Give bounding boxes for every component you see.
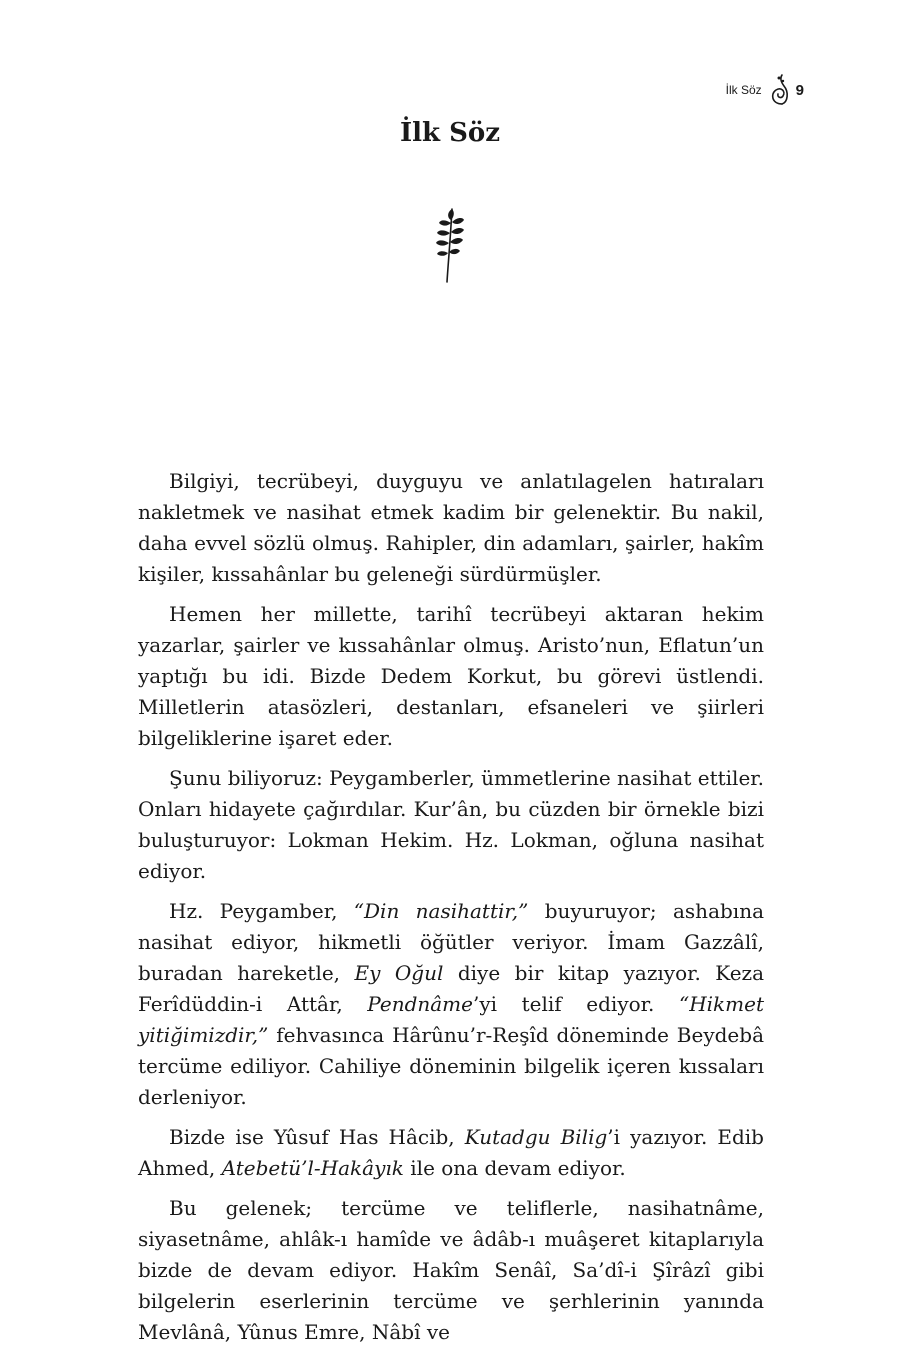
swirl-ornament-icon	[768, 72, 790, 108]
italic-text: Atebetü’l-Hakâyık	[221, 1156, 404, 1180]
text-segment: fehvasınca Hârûnu’r-Reşîd döneminde Beydebâ tercüme ediliyor. Cahiliye döneminin bilgelik içeren kıssaları derleniyor.	[138, 1023, 764, 1109]
running-title: İlk Söz	[725, 83, 762, 97]
text-segment: Bizde ise Yûsuf Has Hâcib,	[169, 1125, 465, 1149]
leaf-sprig-icon	[428, 205, 472, 287]
text-segment: Şunu biliyoruz: Peygamberler, ümmetlerine nasihat ettiler. Onları hidayete çağırdılar. Kur’ân, bu cüzden bir örnekle bizi buluşturuyor: Lokman Hekim. Hz. Lokman, oğluna nasihat ediyor.	[138, 766, 764, 883]
text-segment: diye bir kitap yazıyor. Keza Ferîdüddin-i Attâr,	[138, 961, 765, 1016]
text-segment: Bilgiyi, tecrübeyi, duyguyu ve anlatılagelen hatıraları nakletmek ve nasihat etmek kadim bir gelenektir. Bu nakil, daha evvel sözlü olmuş. Rahipler, din adamları, şairler, hakîm kişiler, kıssahânlar bu geleneği sürdürmüşler.	[138, 469, 764, 586]
italic-text: Pendnâme	[367, 992, 473, 1016]
paragraph	[138, 763, 764, 887]
page-number: 9	[795, 81, 804, 99]
italic-text: “Din nasihattir,”	[353, 899, 529, 923]
paragraph	[138, 896, 764, 1113]
chapter-title: İlk Söz	[400, 118, 500, 148]
text-segment: Bu gelenek; tercüme ve teliflerle, nasihatnâme, siyasetnâme, ahlâk-ı hamîde ve âdâb-ı muâşeret kitaplarıyla bizde de devam ediyor. Hakîm Senâî, Sa’dî-i Şîrâzî gibi bilgelerin eserlerinin tercüme ve şerhlerinin yanında Mevlânâ, Yûnus Emre, Nâbî ve	[138, 1196, 764, 1344]
text-segment: buyuruyor; ashabına nasihat ediyor, hikmetli öğütler veriyor. İmam Gazzâlî, buradan hareketle,	[138, 899, 764, 985]
italic-text: Kutadgu Bilig	[464, 1125, 608, 1149]
text-segment: ile ona devam ediyor.	[403, 1156, 626, 1180]
paragraph	[138, 466, 764, 590]
italic-text: “Hikmet yitiğimizdir,”	[138, 992, 764, 1047]
paragraph	[138, 1122, 764, 1184]
paragraph	[138, 1193, 764, 1348]
running-header	[726, 72, 804, 108]
italic-text: Ey Oğul	[354, 961, 444, 985]
body-text	[138, 466, 764, 1357]
text-segment: ’i yazıyor. Edib Ahmed,	[138, 1125, 764, 1180]
text-segment: ’yi telif ediyor.	[472, 992, 679, 1016]
text-segment: Hemen her millette, tarihî tecrübeyi aktaran hekim yazarlar, şairler ve kıssahânlar olmuş. Aristo’nun, Eflatun’un yaptığı bu idi. Bizde Dedem Korkut, bu görevi üstlendi. Milletlerin atasözleri, destanları, efsaneleri ve şiirleri bilgeliklerine işaret eder.	[138, 602, 764, 750]
paragraph	[138, 599, 764, 754]
text-segment: Hz. Peygamber,	[169, 899, 354, 923]
